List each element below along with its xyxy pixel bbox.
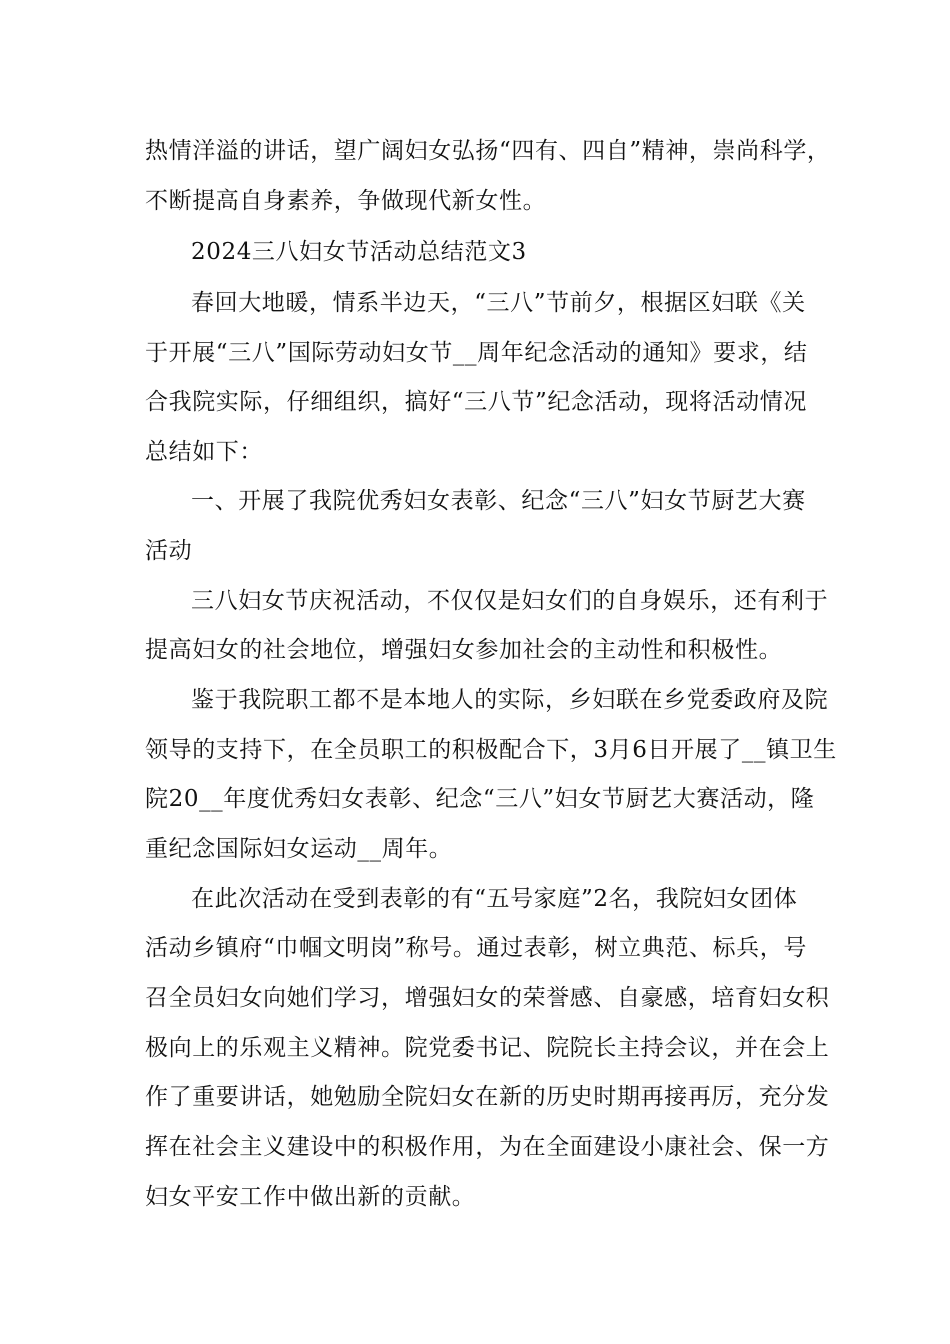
text-line: 总结如下： (145, 439, 263, 465)
text-line: 热情洋溢的讲话，望广阔妇女弘扬“四有、四自”精神，崇尚科学， (145, 138, 831, 164)
subheading-line: 一、开展了我院优秀妇女表彰、纪念“三八”妇女节厨艺大赛 (191, 488, 806, 514)
subheading-line: 活动 (145, 538, 193, 564)
text-line: 不断提高自身素养，争做现代新女性。 (145, 188, 547, 214)
text-line: 春回大地暖，情系半边天，“三八”节前夕，根据区妇联《关 (191, 290, 806, 316)
text-line: 三八妇女节庆祝活动，不仅仅是妇女们的自身娱乐，还有利于 (191, 588, 829, 614)
text-line: 鉴于我院职工都不是本地人的实际，乡妇联在乡党委政府及院 (191, 687, 829, 713)
text-line: 召全员妇女向她们学习，增强妇女的荣誉感、自豪感，培育妇女积 (145, 985, 830, 1011)
text-line: 挥在社会主义建设中的积极作用，为在全面建设小康社会、保一方 (145, 1134, 830, 1160)
text-line: 在此次活动在受到表彰的有“五号家庭”2名，我院妇女团体 (191, 886, 798, 912)
text-line: 领导的支持下，在全员职工的积极配合下，3月6日开展了__镇卫生 (145, 737, 837, 763)
text-line: 妇女平安工作中做出新的贡献。 (145, 1184, 476, 1210)
text-line: 提高妇女的社会地位，增强妇女参加社会的主动性和积极性。 (145, 637, 783, 663)
text-line: 活动乡镇府“巾帼文明岗”称号。通过表彰，树立典范、标兵，号 (145, 935, 807, 961)
section-heading: 2024三八妇女节活动总结范文3 (191, 239, 527, 265)
text-line: 极向上的乐观主义精神。院党委书记、院院长主持会议，并在会上 (145, 1035, 830, 1061)
text-line: 院20__年度优秀妇女表彰、纪念“三八”妇女节厨艺大赛活动，隆 (145, 786, 815, 812)
text-line: 于开展“三八”国际劳动妇女节__周年纪念活动的通知》要求，结 (145, 340, 808, 366)
text-line: 重纪念国际妇女运动__周年。 (145, 836, 453, 862)
text-line: 合我院实际，仔细组织，搞好“三八节”纪念活动，现将活动情况 (145, 389, 807, 415)
text-line: 作了重要讲话，她勉励全院妇女在新的历史时期再接再厉，充分发 (145, 1084, 830, 1110)
